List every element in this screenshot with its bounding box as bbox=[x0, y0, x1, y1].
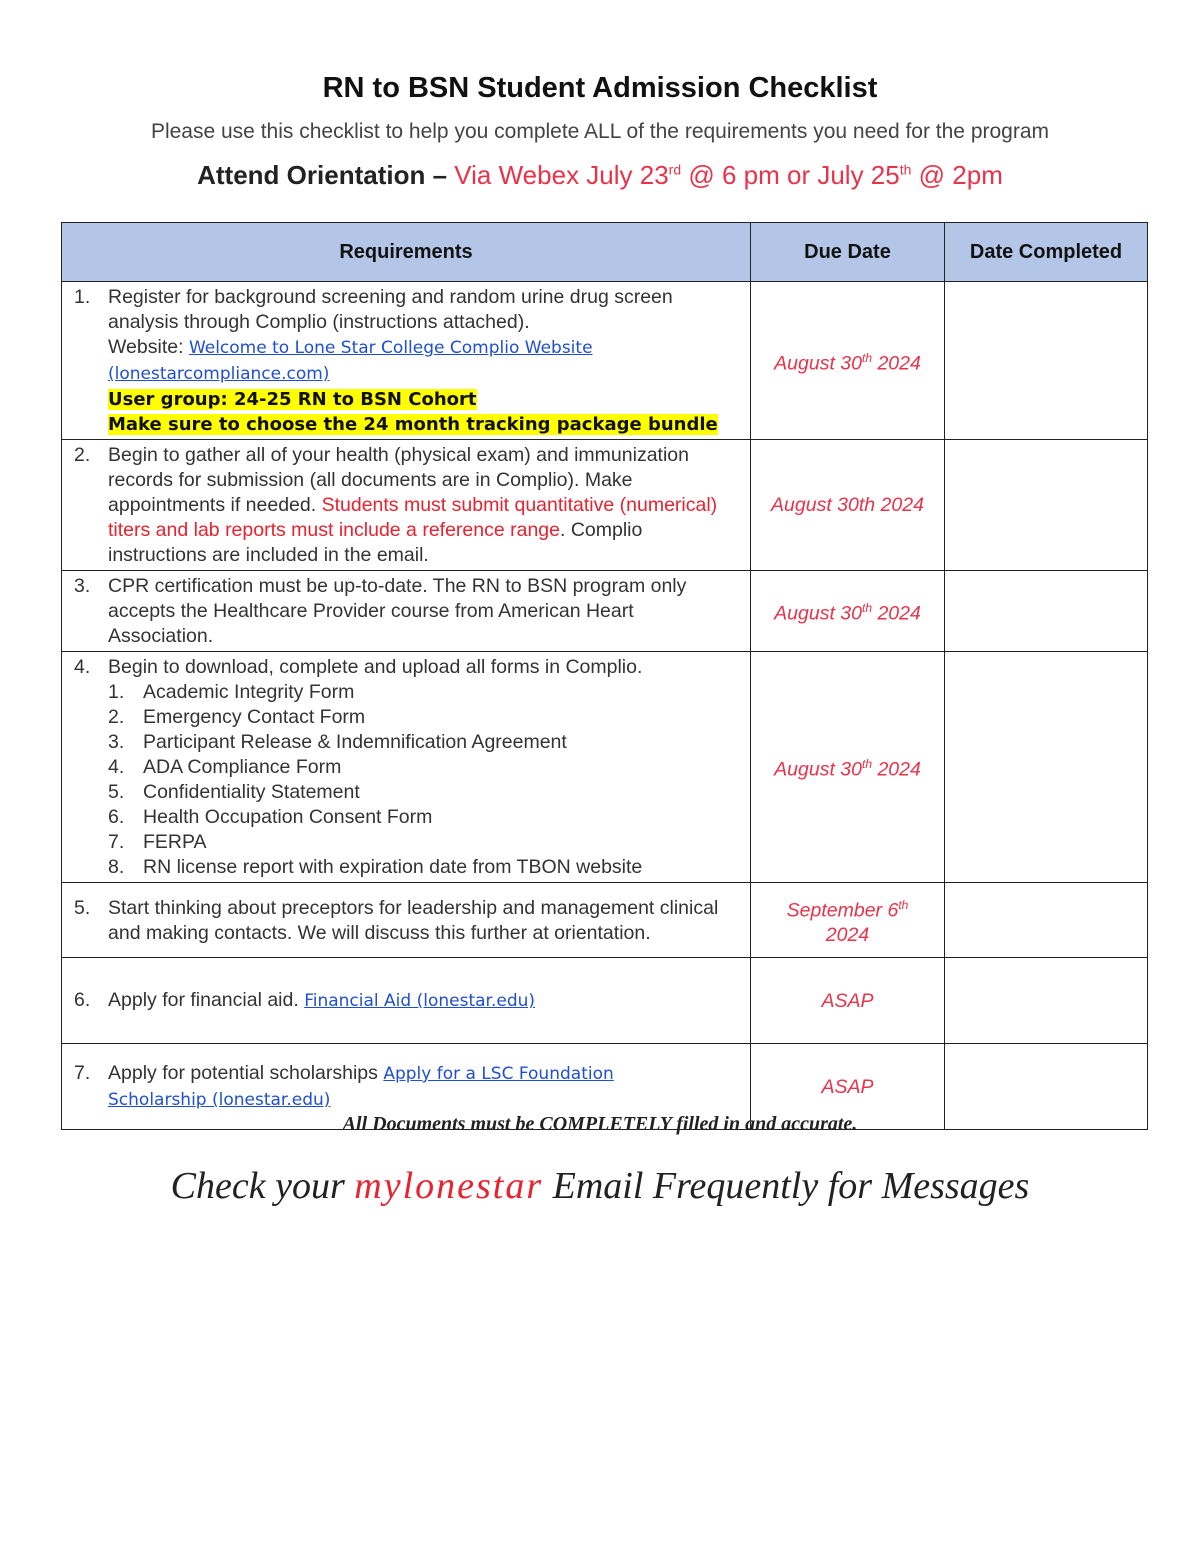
header-requirements: Requirements bbox=[62, 223, 751, 282]
financial-aid-link[interactable]: Financial Aid (lonestar.edu) bbox=[304, 991, 536, 1011]
website-label: Website: bbox=[108, 336, 184, 358]
form-list-item: 8. RN license report with expiration date from TBON website bbox=[108, 856, 643, 878]
date-completed-cell[interactable] bbox=[945, 440, 1148, 571]
form-list-item: 3. Participant Release & Indemnification Agreement bbox=[108, 731, 567, 753]
orientation-text-2: @ 6 pm or July 25 bbox=[688, 160, 900, 190]
table-row bbox=[62, 958, 1148, 1044]
item-number: 7. bbox=[74, 1062, 91, 1084]
form-list-item: 2. Emergency Contact Form bbox=[108, 706, 366, 728]
form-list-item: 4. ADA Compliance Form bbox=[108, 756, 342, 778]
requirement-cell bbox=[62, 282, 751, 440]
due-date: August 30 bbox=[774, 602, 862, 625]
form-list-item: 1. Academic Integrity Form bbox=[108, 681, 355, 703]
orientation-line bbox=[0, 160, 1200, 191]
item-text: Start thinking about preceptors for leadership and management clinical and making contacts. We will discuss this further at orientation. bbox=[108, 896, 719, 944]
page-title: RN to BSN Student Admission Checklist bbox=[322, 72, 878, 104]
due-year: 2024 bbox=[877, 602, 921, 625]
table-row bbox=[62, 652, 1148, 883]
table-row bbox=[62, 440, 1148, 571]
due-date-sup: th bbox=[862, 350, 873, 365]
item-text: Apply for financial aid. bbox=[108, 989, 299, 1011]
date-completed-cell[interactable] bbox=[945, 883, 1148, 958]
table-row bbox=[62, 571, 1148, 652]
due-date-sup: th bbox=[862, 757, 873, 772]
item-text: Begin to gather all of your health (physical exam) and immunization records for submission (all documents are in Complio). Make appointments if needed. bbox=[108, 444, 689, 516]
requirements-table bbox=[61, 222, 1148, 1130]
item-number: 6. bbox=[74, 989, 91, 1011]
item-text: CPR certification must be up-to-date. The RN to BSN program only accepts the Healthcare Provider course from American Heart Association. bbox=[108, 575, 687, 647]
header-due-date: Due Date bbox=[751, 223, 945, 282]
requirement-cell bbox=[62, 883, 751, 958]
date-completed-cell[interactable] bbox=[945, 282, 1148, 440]
due-date-cell bbox=[751, 571, 945, 652]
due-year: 2024 bbox=[877, 352, 921, 375]
orientation-dash: – bbox=[432, 160, 448, 190]
due-year: 2024 bbox=[825, 923, 870, 946]
table-row bbox=[62, 883, 1148, 958]
form-list-item: 6. Health Occupation Consent Form bbox=[108, 806, 433, 828]
due-date-sup: th bbox=[862, 601, 873, 616]
item-text: Begin to download, complete and upload all forms in Complio. bbox=[108, 656, 643, 678]
complio-website-link[interactable]: Welcome to Lone Star College Complio Website bbox=[188, 338, 593, 358]
date-completed-cell[interactable] bbox=[945, 958, 1148, 1044]
due-date-sup: th bbox=[898, 898, 909, 913]
item-text-end: . Complio instructions are included in the email. bbox=[108, 519, 643, 566]
item-number: 3. bbox=[74, 575, 91, 597]
due-year: 2024 bbox=[877, 758, 921, 781]
due-date-cell bbox=[751, 958, 945, 1044]
date-completed-cell[interactable] bbox=[945, 652, 1148, 883]
due-date: September 6 bbox=[786, 899, 899, 922]
item-text: Register for background screening and random urine drug screen analysis through Complio (instructions attached). bbox=[108, 286, 673, 333]
due-date: August 30th 2024 bbox=[771, 494, 924, 516]
header-date-completed: Date Completed bbox=[945, 223, 1148, 282]
footnote: All Documents must be COMPLETELY filled in and accurate. bbox=[342, 1113, 858, 1135]
scholarship-link-cont[interactable]: Scholarship (lonestar.edu) bbox=[108, 1090, 331, 1110]
due-date: ASAP bbox=[821, 989, 874, 1012]
due-date-cell bbox=[751, 652, 945, 883]
requirement-cell bbox=[62, 571, 751, 652]
item-number: 4. bbox=[74, 656, 91, 678]
date-completed-cell[interactable] bbox=[945, 571, 1148, 652]
requirement-cell bbox=[62, 440, 751, 571]
titer-warning-text: Students must submit quantitative (numerical) titers and lab reports must include a reference range bbox=[108, 494, 718, 541]
orientation-text-1: Via Webex July 23 bbox=[454, 160, 669, 190]
due-date: August 30 bbox=[774, 352, 862, 375]
item-text: Apply for potential scholarships bbox=[108, 1062, 378, 1084]
due-date: August 30 bbox=[774, 758, 862, 781]
form-list-item: 7. FERPA bbox=[108, 831, 207, 853]
scholarship-link[interactable]: Apply for a LSC Foundation bbox=[383, 1064, 614, 1084]
due-date-cell bbox=[751, 282, 945, 440]
complio-domain-link[interactable]: (lonestarcompliance.com) bbox=[108, 364, 330, 384]
item-number: 2. bbox=[74, 444, 91, 466]
orientation-sup-1: rd bbox=[668, 161, 682, 178]
closing-brand: mylonestar bbox=[354, 1165, 544, 1207]
item-number: 5. bbox=[74, 896, 91, 919]
due-date: ASAP bbox=[821, 1075, 874, 1098]
closing-message bbox=[0, 1164, 1200, 1208]
closing-post: Email Frequently for Messages bbox=[552, 1165, 1030, 1207]
table-row bbox=[62, 282, 1148, 440]
orientation-sup-2: th bbox=[899, 161, 912, 178]
orientation-label: Attend Orientation bbox=[197, 160, 426, 190]
item-number: 1. bbox=[74, 286, 91, 308]
package-highlight: Make sure to choose the 24 month tracking package bundle bbox=[108, 414, 718, 435]
page-subtitle: Please use this checklist to help you complete ALL of the requirements you need for the program bbox=[150, 120, 1050, 143]
closing-pre: Check your bbox=[170, 1165, 345, 1207]
due-date-cell bbox=[751, 883, 945, 958]
form-list-item: 5. Confidentiality Statement bbox=[108, 781, 360, 803]
orientation-text-3: @ 2pm bbox=[918, 160, 1003, 190]
table-header-row bbox=[62, 223, 1148, 282]
requirement-cell bbox=[62, 652, 751, 883]
user-group-highlight: User group: 24-25 RN to BSN Cohort bbox=[108, 389, 477, 410]
requirement-cell bbox=[62, 958, 751, 1044]
due-date-cell bbox=[751, 440, 945, 571]
